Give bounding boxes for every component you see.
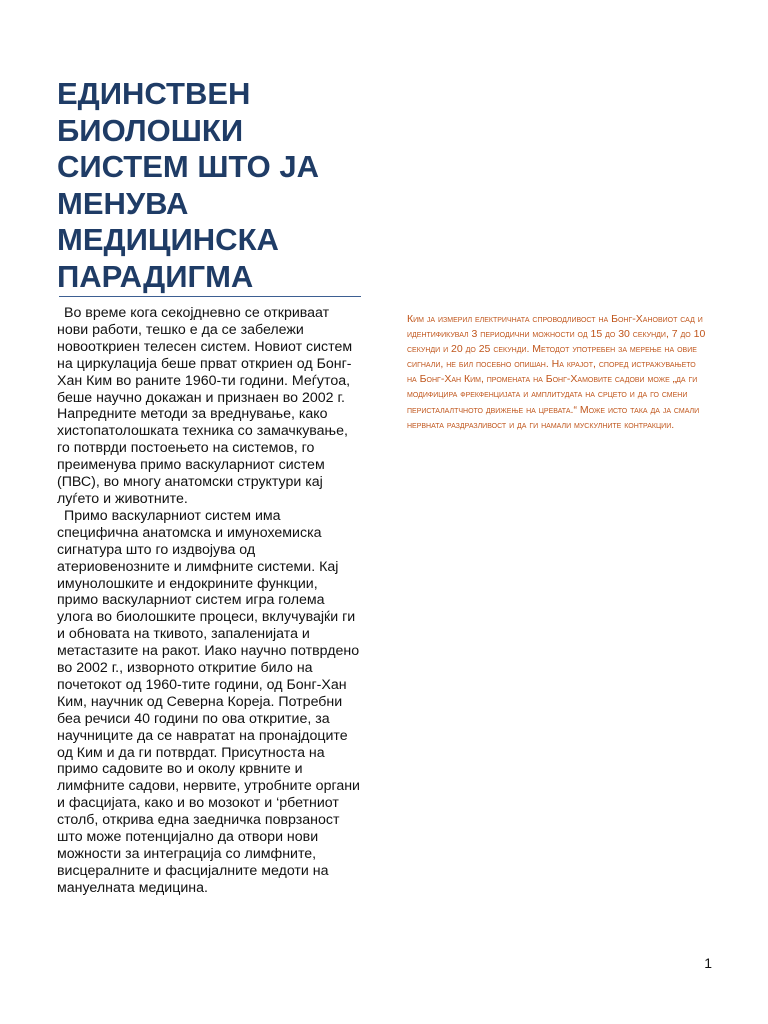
body-paragraph: Примо васкуларниот систем има специфична анатомска и имунохемиска сигнатура што го издвојува од атериовенозните и лимфните системи. Кај имунолошките и ендокрините функции, примо васкуларниот систем игра голема улога во биолошките процеси, вклучувајќи ги и обновата на ткивото, запаленијата и метастазите на ракот. Иако научно потврдено во 2002 г., изворното откритие било на почетокот од 1960-тите години, од Бонг-Хан Ким, научник од Северна Кореја. Потребни беа речиси 40 години по ова откритие, за научниците да се навратат на пронајдоците од Ким и да ги потврдат. Присутноста на примо садовите во и околу крвните и лимфните садови, нервите, утробните органи и фасцијата, како и во мозокот и ‘рбетниот столб, открива една заедничка поврзаност што може потенцијално да отвори нови можности за интеграција со лимфните, висцералните и фасцијалните медоти на мануелната медицина. xyxy=(57,507,360,896)
title-divider xyxy=(59,296,361,297)
article-title: ЕДИНСТВЕН БИОЛОШКИ СИСТЕМ ШТО ЈА МЕНУВА МЕДИЦИНСКА ПАРАДИГМА xyxy=(57,76,320,294)
page-number: 1 xyxy=(704,955,712,971)
article-body xyxy=(57,305,361,897)
sidebar-pull-quote xyxy=(407,312,707,433)
body-paragraph: Во време кога секојдневно се откриваат нови работи, тешко е да се забележи новооткриен телесен систем. Новиот систем на циркулација беше прват откриен од Бонг-Хан Ким во раните 1960-ти години. Меѓутоа, беше научно докажан и признаен во 2002 г. Напредните методи за вреднување, како хистопатолошката техника со замачкување, го потврди постоењето на системов, го преименува примо васкуларниот систем (ПВС), во многу анатомски структури кај луѓето и животните. xyxy=(57,305,353,507)
sidebar-text: Ким ја измерил електричната спроводливост на Бонг-Хановиот сад и идентификувал 3 периодични можности од 15 до 30 секунди, 7 до 10 секунди и 20 до 25 секунди. Методот употребен за мерење на овие сигнали, не бил посебно опишан. На крајот, според истражувањето на Бонг-Хан Ким, промената на Бонг-Хамовите садови може „да ги модифицира фрекфенцијата и амплитудата на срцето и да го смени перисталалтчното движење на цревата.“ Може исто така да ја смали нервната раздразливост и да ги намали мускулните контракции. xyxy=(407,313,706,431)
